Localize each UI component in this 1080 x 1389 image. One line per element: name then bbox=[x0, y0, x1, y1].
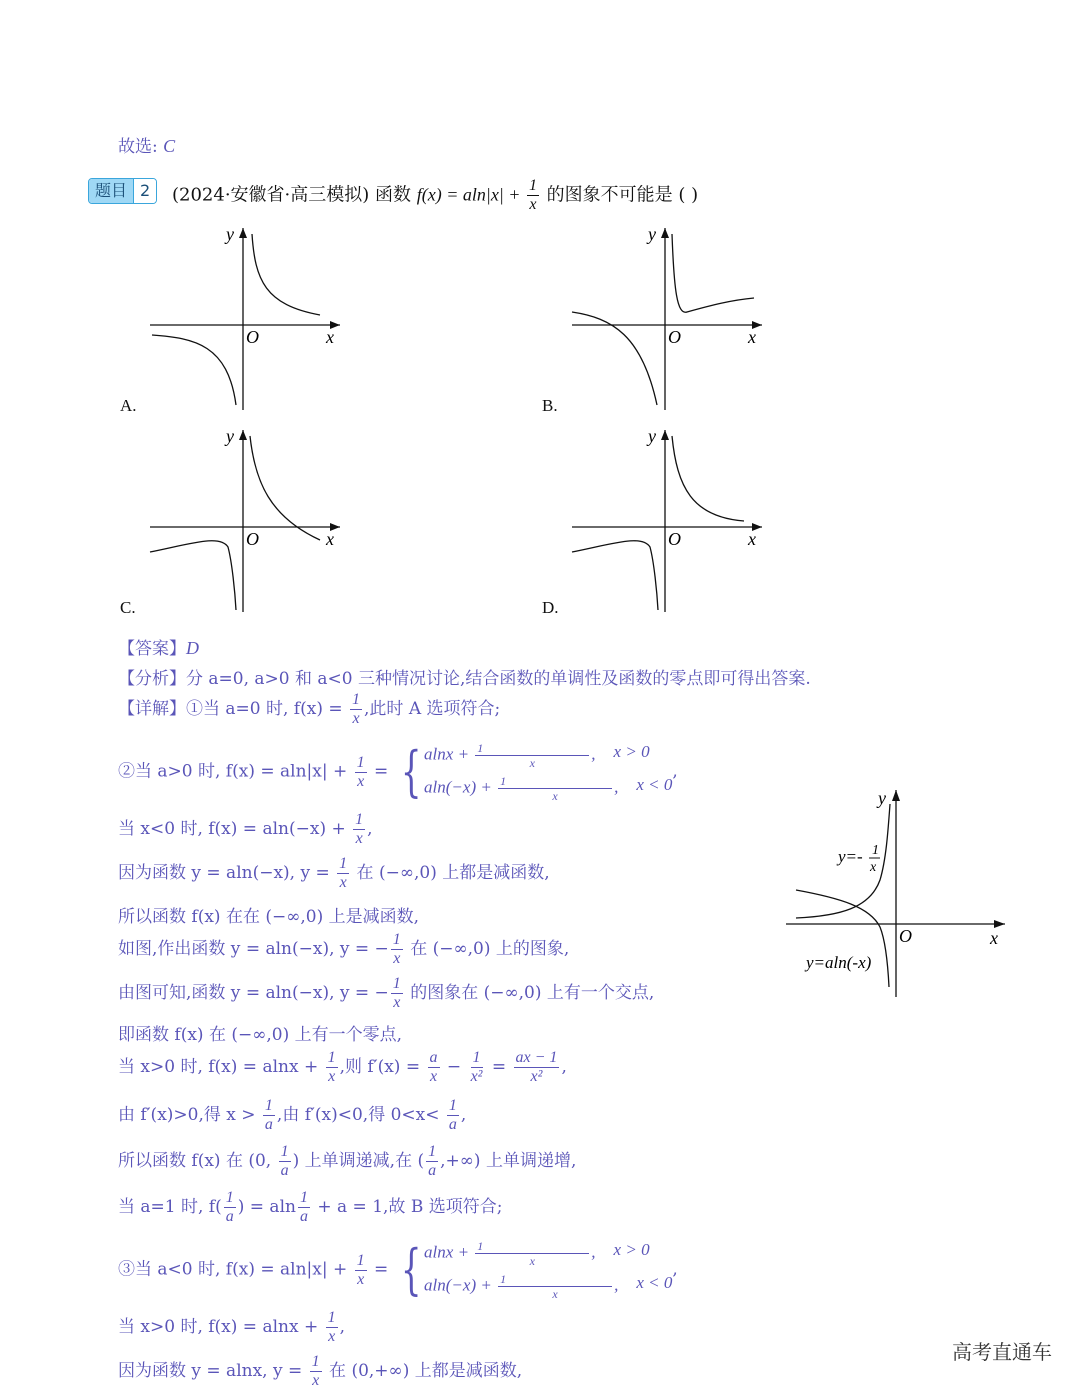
text: 当 a=1 时, f( bbox=[118, 1197, 222, 1217]
frac-den: x bbox=[552, 1287, 558, 1301]
frac-den: a bbox=[264, 1116, 273, 1133]
frac-num: 1 bbox=[448, 1097, 457, 1114]
text: , bbox=[339, 1317, 346, 1337]
frac-num: 1 bbox=[356, 1251, 365, 1269]
detail-line-6 bbox=[118, 932, 569, 967]
cases bbox=[424, 742, 672, 802]
frac bbox=[391, 976, 403, 1011]
frac bbox=[447, 1098, 459, 1133]
detail-line-14 bbox=[118, 1310, 345, 1345]
text: 由 f′(x)>0,得 x > bbox=[118, 1105, 261, 1125]
question-stem bbox=[172, 178, 698, 213]
case-cond: x > 0 bbox=[613, 1240, 650, 1259]
frac-num: 1 bbox=[498, 1273, 612, 1287]
prev-answer bbox=[118, 132, 175, 157]
frac-den: x bbox=[393, 950, 401, 967]
detail-line-3 bbox=[118, 812, 373, 847]
option-c-label[interactable]: C. bbox=[120, 598, 136, 617]
frac-den: x bbox=[352, 710, 360, 727]
detail-line-5: 所以函数 f(x) 在在 (−∞,0) 上是减函数, bbox=[118, 907, 420, 927]
frac bbox=[310, 1354, 322, 1389]
text: 在 (−∞,0) 上都是减函数, bbox=[351, 863, 550, 883]
option-b-graph bbox=[562, 220, 782, 420]
text: = bbox=[368, 761, 394, 782]
option-b-curve-left bbox=[572, 312, 657, 405]
text: , bbox=[561, 1057, 567, 1077]
text: ③当 a<0 时, f(x) = aln|x| + bbox=[118, 1259, 353, 1280]
frac-den: a bbox=[299, 1208, 308, 1225]
frac-den: a bbox=[225, 1208, 234, 1225]
axis-x-label: x bbox=[748, 327, 756, 347]
frac-den: a bbox=[280, 1162, 289, 1179]
frac-den: x bbox=[529, 756, 535, 770]
answer-label: 【答案】 bbox=[118, 639, 186, 659]
detail-line-8: 即函数 f(x) 在 (−∞,0) 上有一个零点, bbox=[118, 1025, 403, 1045]
text: 因为函数 y = aln(−x), y = bbox=[118, 863, 336, 883]
side-axis-x-label: x bbox=[990, 928, 998, 948]
question-tag-label: 题目 bbox=[89, 179, 133, 203]
frac-num: 1 bbox=[225, 1189, 234, 1206]
detail-label: 【详解】 bbox=[118, 699, 186, 719]
side-axis-y-label: y bbox=[878, 788, 886, 808]
option-a-curve-left bbox=[152, 335, 236, 405]
option-b-curve-right bbox=[672, 234, 754, 312]
frac bbox=[498, 1273, 612, 1300]
case-expr: alnx + $\frac{1}{x}$ , bbox=[424, 1239, 596, 1268]
piecewise-1 bbox=[394, 742, 673, 802]
frac bbox=[469, 1050, 485, 1085]
detail-line-9 bbox=[118, 1050, 567, 1085]
frac-num: 1 bbox=[475, 742, 589, 756]
text: = bbox=[368, 1259, 394, 1280]
question-func: f(x) = aln|x| + bbox=[416, 184, 525, 205]
question-prefix: 函数 bbox=[375, 184, 412, 206]
prev-answer-label: 故选: bbox=[118, 137, 158, 157]
frac-num: 1 bbox=[339, 855, 348, 872]
frac bbox=[326, 1050, 338, 1085]
frac bbox=[391, 932, 403, 967]
option-d-graph bbox=[562, 422, 782, 622]
frac-den: x² bbox=[530, 1068, 543, 1085]
text: 当 x<0 时, f(x) = aln(−x) + bbox=[118, 819, 352, 839]
question-source: (2024·安徽省·高三模拟) bbox=[172, 184, 370, 206]
answer-value: D bbox=[186, 638, 199, 658]
text: 当 x>0 时, f(x) = alnx + bbox=[118, 1317, 324, 1337]
axis-origin-label: O bbox=[668, 327, 681, 347]
option-d-label[interactable]: D. bbox=[542, 598, 559, 617]
detail-line-11 bbox=[118, 1144, 576, 1179]
frac bbox=[326, 1310, 338, 1345]
option-a-label[interactable]: A. bbox=[120, 396, 137, 415]
detail-line-12 bbox=[118, 1190, 502, 1225]
option-d-curve-right bbox=[672, 436, 744, 521]
frac-den: x² bbox=[470, 1068, 483, 1085]
option-a-graph bbox=[140, 220, 360, 420]
frac-den: x bbox=[393, 994, 401, 1011]
analysis-label: 【分析】 bbox=[118, 669, 186, 689]
cases bbox=[424, 1240, 672, 1300]
text: ,由 f′(x)<0,得 0<x< bbox=[276, 1105, 445, 1125]
frac-num: 1 bbox=[528, 177, 537, 194]
frac bbox=[426, 1144, 438, 1179]
frac-den: x bbox=[312, 1372, 320, 1389]
case-cond: x > 0 bbox=[613, 742, 650, 761]
frac-den: x bbox=[529, 1254, 535, 1268]
option-a-curve-right bbox=[252, 234, 320, 315]
text: 所以函数 f(x) 在 (0, bbox=[118, 1151, 277, 1171]
frac-num: 1 bbox=[311, 1353, 320, 1370]
axis-x-label: x bbox=[748, 529, 756, 549]
text: 在 (0,+∞) 上都是减函数, bbox=[323, 1361, 523, 1381]
text: − bbox=[441, 1057, 467, 1077]
option-d-curve-left bbox=[572, 541, 658, 610]
text: 因为函数 y = alnx, y = bbox=[118, 1361, 308, 1381]
frac bbox=[279, 1144, 291, 1179]
side-curve-aln bbox=[796, 890, 889, 987]
option-c-curve-left bbox=[150, 541, 236, 610]
text: = bbox=[486, 1057, 512, 1077]
frac bbox=[514, 1050, 560, 1085]
detail-line-1 bbox=[118, 692, 500, 727]
text: 在 (−∞,0) 上的图象, bbox=[404, 939, 570, 959]
axis-origin-label: O bbox=[668, 529, 681, 549]
axis-y-label: y bbox=[648, 224, 656, 244]
analysis-line bbox=[118, 664, 811, 689]
option-c-graph bbox=[140, 422, 360, 622]
side-graph bbox=[780, 782, 1020, 1002]
frac bbox=[224, 1190, 236, 1225]
case-expr: aln(−x) + $\frac{1}{x}$ , bbox=[424, 1272, 619, 1301]
analysis-text: 分 a=0, a>0 和 a<0 三种情况讨论,结合函数的单调性及函数的零点即可得出答案. bbox=[186, 669, 811, 689]
text: aln(−x) + bbox=[424, 1275, 497, 1295]
frac-den: x bbox=[429, 1068, 438, 1085]
watermark: 高考直通车 bbox=[952, 1340, 1052, 1364]
frac-num: 1 bbox=[472, 1049, 481, 1066]
frac-num: 1 bbox=[327, 1309, 336, 1326]
case-expr: aln(−x) + $\frac{1}{x}$ , bbox=[424, 774, 619, 803]
text: + a = 1,故 B 选项符合; bbox=[311, 1197, 503, 1217]
frac-num: 1 bbox=[428, 1143, 437, 1160]
question-blank: ( ) bbox=[678, 184, 699, 206]
text: 当 x>0 时, f(x) = alnx + bbox=[118, 1057, 324, 1077]
frac-den: a bbox=[428, 1162, 437, 1179]
case-expr: alnx + $\frac{1}{x}$ , bbox=[424, 741, 596, 770]
frac-num: 1 bbox=[356, 753, 365, 771]
frac-den: x bbox=[357, 772, 365, 790]
frac-num: 1 bbox=[299, 1189, 308, 1206]
question-tag bbox=[88, 178, 157, 204]
axis-y-label: y bbox=[226, 426, 234, 446]
case-row bbox=[424, 742, 672, 769]
brace: { bbox=[400, 1238, 422, 1301]
frac bbox=[475, 742, 589, 769]
text: alnx + bbox=[424, 1242, 474, 1262]
case-cond: x < 0 bbox=[636, 775, 673, 794]
detail-line-13 bbox=[118, 1240, 678, 1300]
frac-den: x bbox=[529, 196, 537, 213]
frac-den: x bbox=[339, 874, 347, 891]
frac-num: 1 bbox=[264, 1097, 273, 1114]
frac-num: a bbox=[429, 1049, 438, 1066]
text: ①当 a=0 时, f(x) = bbox=[186, 699, 349, 719]
case-cond: x < 0 bbox=[636, 1273, 673, 1292]
case-row bbox=[424, 775, 672, 802]
frac-num: 1 bbox=[327, 1049, 336, 1066]
detail-line-10 bbox=[118, 1098, 466, 1133]
frac-num: 1 bbox=[475, 1240, 589, 1254]
text: ) 上单调递减,在 ( bbox=[292, 1151, 425, 1171]
option-b-label[interactable]: B. bbox=[542, 396, 558, 415]
text: ,此时 A 选项符合; bbox=[364, 699, 501, 719]
question-tag-number: 2 bbox=[133, 179, 156, 203]
text: 由图可知,函数 y = aln(−x), y = − bbox=[118, 983, 389, 1003]
detail-line-7 bbox=[118, 976, 654, 1011]
case-row bbox=[424, 1273, 672, 1300]
frac-den: a bbox=[448, 1116, 457, 1133]
frac bbox=[475, 1240, 589, 1267]
detail-line-2 bbox=[118, 742, 678, 802]
frac bbox=[355, 1253, 367, 1288]
axis-origin-label: O bbox=[246, 327, 259, 347]
text: , bbox=[672, 1259, 678, 1280]
frac-den: x bbox=[355, 830, 363, 847]
frac bbox=[428, 1050, 440, 1085]
side-curve1-den: x bbox=[870, 860, 877, 875]
brace: { bbox=[400, 740, 422, 803]
text: ②当 a>0 时, f(x) = aln|x| + bbox=[118, 761, 353, 782]
frac-num: 1 bbox=[352, 691, 361, 708]
frac bbox=[355, 755, 367, 790]
frac bbox=[498, 775, 612, 802]
frac bbox=[337, 856, 349, 891]
frac-num: 1 bbox=[392, 975, 401, 992]
piecewise-2 bbox=[394, 1240, 673, 1300]
axis-origin-label: O bbox=[246, 529, 259, 549]
axis-y-label: y bbox=[226, 224, 234, 244]
side-axis-origin-label: O bbox=[899, 926, 912, 946]
prev-answer-value: C bbox=[163, 136, 176, 156]
frac-den: x bbox=[328, 1328, 336, 1345]
axis-y-label: y bbox=[648, 426, 656, 446]
text: , bbox=[460, 1105, 467, 1125]
text: ) = aln bbox=[237, 1197, 296, 1217]
frac-num: ax − 1 bbox=[515, 1049, 558, 1066]
text: 如图,作出函数 y = aln(−x), y = − bbox=[118, 939, 389, 959]
side-curve1-label: y=- bbox=[838, 847, 863, 866]
text: ,+∞) 上单调递增, bbox=[440, 1151, 577, 1171]
text: ,则 f′(x) = bbox=[339, 1057, 426, 1077]
text: alnx + bbox=[424, 744, 474, 764]
side-curve1-num: 1 bbox=[872, 843, 879, 858]
frac-den: x bbox=[357, 1270, 365, 1288]
frac-num: 1 bbox=[392, 931, 401, 948]
text: , bbox=[367, 819, 373, 839]
frac-num: 1 bbox=[498, 775, 612, 789]
frac-den: x bbox=[328, 1068, 336, 1085]
answer-line bbox=[118, 634, 199, 659]
text: aln(−x) + bbox=[424, 777, 497, 797]
case-row bbox=[424, 1240, 672, 1267]
frac bbox=[263, 1098, 275, 1133]
text: , bbox=[672, 761, 678, 782]
axis-x-label: x bbox=[326, 327, 334, 347]
frac-num: 1 bbox=[355, 811, 364, 828]
frac-num: 1 bbox=[280, 1143, 289, 1160]
detail-line-4 bbox=[118, 856, 550, 891]
detail-line-15 bbox=[118, 1354, 522, 1389]
frac bbox=[353, 812, 365, 847]
frac-den: x bbox=[552, 789, 558, 803]
text: 的图象在 (−∞,0) 上有一个交点, bbox=[404, 983, 655, 1003]
question-suffix: 的图象不可能是 bbox=[546, 184, 673, 206]
option-c-curve-right bbox=[250, 436, 320, 540]
side-curve2-label: y=aln(-x) bbox=[806, 953, 872, 972]
frac bbox=[350, 692, 362, 727]
axis-x-label: x bbox=[326, 529, 334, 549]
question-frac bbox=[527, 178, 539, 213]
frac bbox=[298, 1190, 310, 1225]
